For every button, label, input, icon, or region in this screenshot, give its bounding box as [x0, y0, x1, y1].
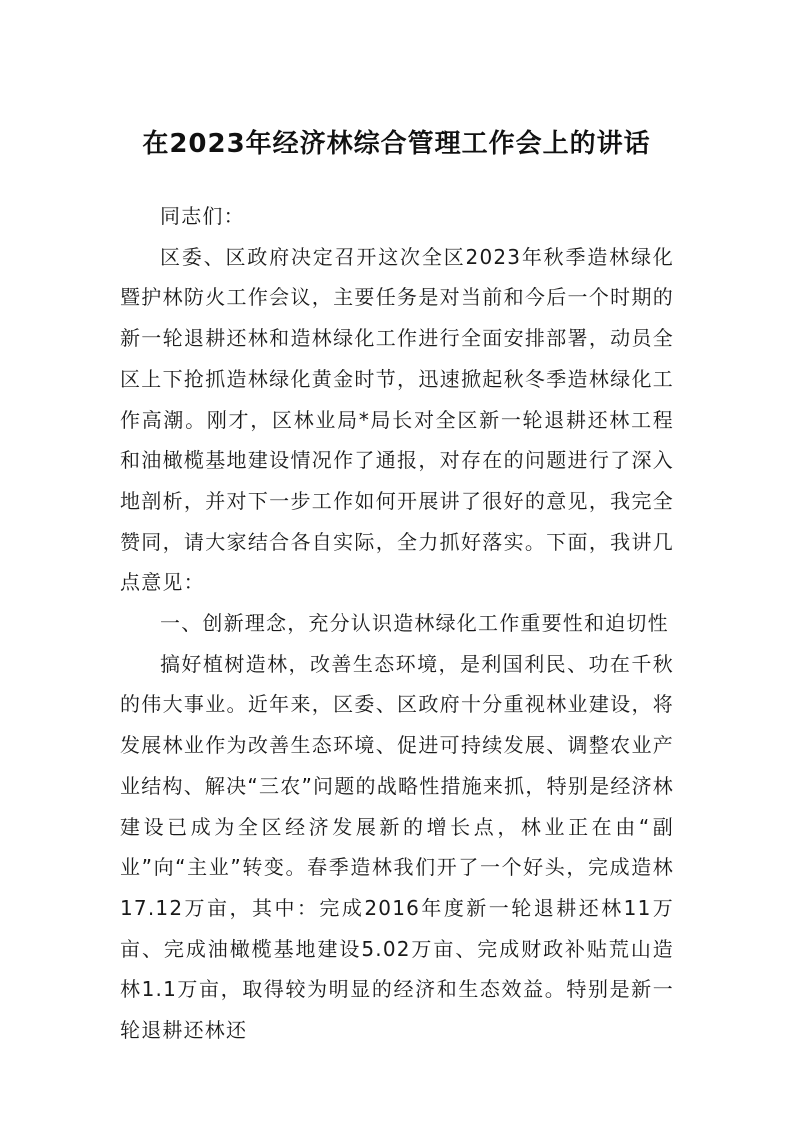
body-paragraph: 搞好植树造林，改善生态环境，是利国利民、功在千秋的伟大事业。近年来，区委、区政府十分重视林业建设，将发展林业作为改善生态环境、促进可持续发展、调整农业产业结构、解决“三农”问题的战略性措施来抓，特别是经济林建设已成为全区经济发展新的增长点，林业正在由“副业”向“主业”转变。春季造林我们开了一个好头，完成造林17.12万亩，其中：完成2016年度新一轮退耕还林11万亩、完成油橄榄基地建设5.02万亩、完成财政补贴荒山造林1.1万亩，取得较为明显的经济和生态效益。特别是新一轮退耕还林还	[120, 651, 674, 1043]
section-heading-1: 一、创新理念，充分认识造林绿化工作重要性和迫切性	[160, 611, 669, 636]
intro-paragraph: 区委、区政府决定召开这次全区2023年秋季造林绿化暨护林防火工作会议，主要任务是对当前和今后一个时期的新一轮退耕还林和造林绿化工作进行全面安排部署，动员全区上下抢抓造林绿化黄金时节，迅速掀起秋冬季造林绿化工作高潮。刚才，区林业局*局长对全区新一轮退耕还林工程和油橄榄基地建设情况作了通报，对存在的问题进行了深入地剖析，并对下一步工作如何开展讲了很好的意见，我完全赞同，请大家结合各自实际，全力抓好落实。下面，我讲几点意见：	[120, 244, 674, 595]
document-title: 在2023年经济林综合管理工作会上的讲话	[142, 129, 651, 159]
document-body	[120, 196, 674, 1051]
salutation-paragraph: 同志们：	[160, 204, 245, 228]
